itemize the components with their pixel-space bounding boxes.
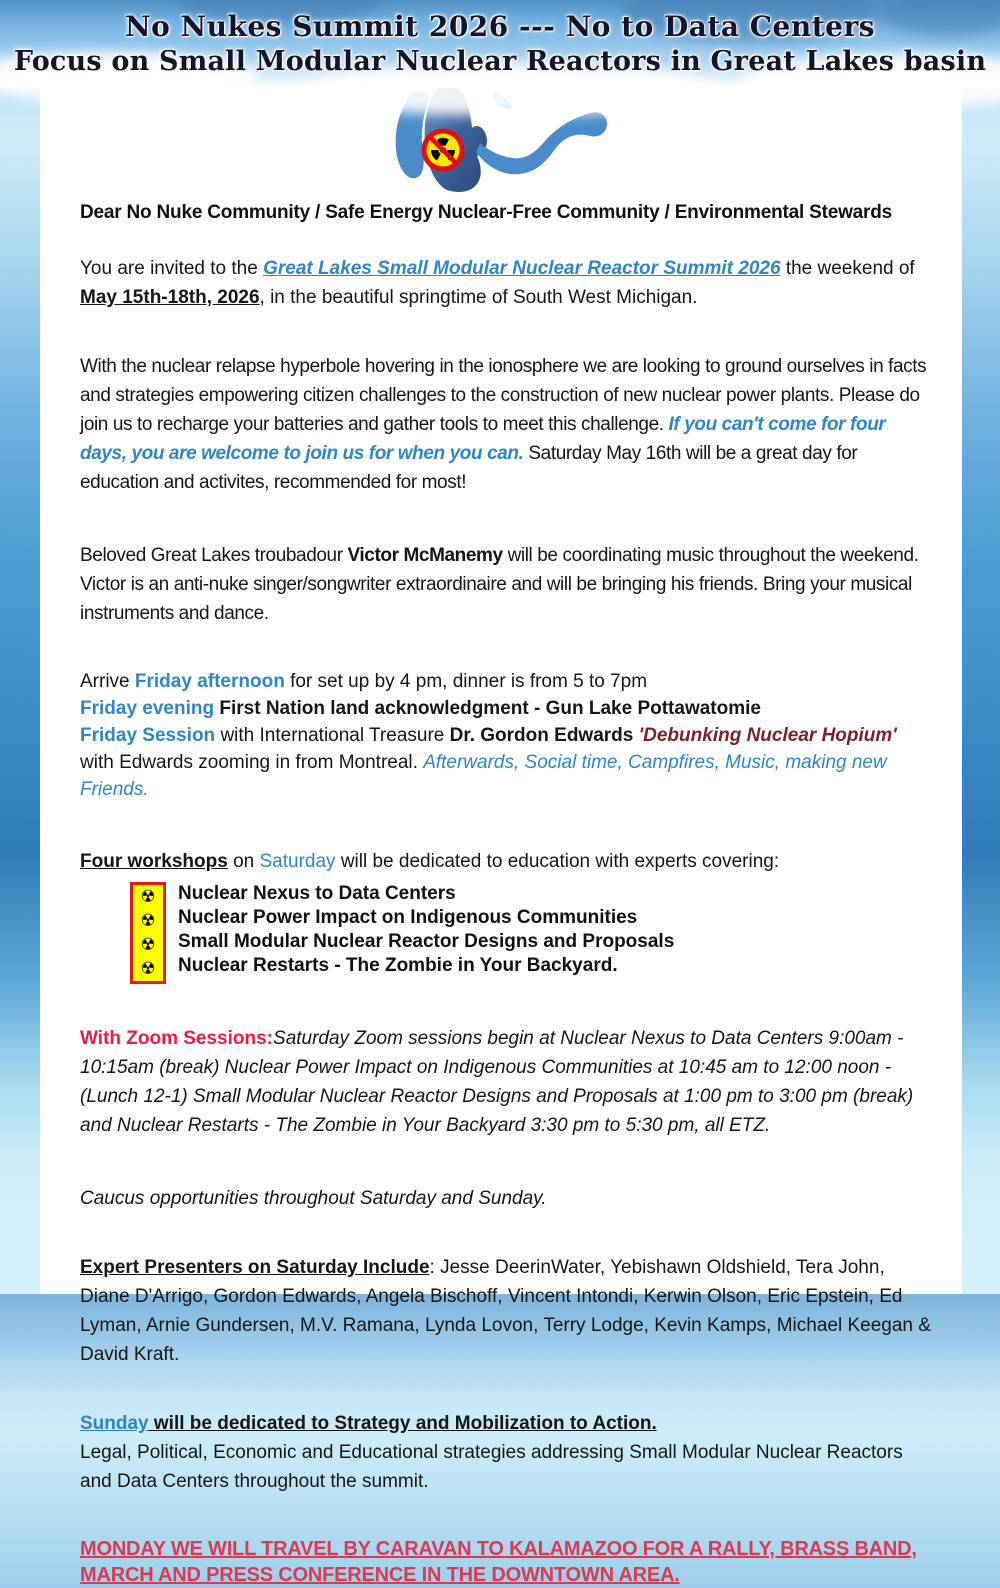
text-segment: will be dedicated to Strategy and Mobilization to Action.: [148, 1413, 657, 1434]
radiation-icon: ☢: [140, 887, 156, 907]
text-segment: Arrive: [80, 671, 135, 692]
workshop-item: Nuclear Restarts - The Zombie in Your Backyard.: [178, 955, 618, 976]
text-segment: Friday afternoon: [134, 671, 285, 692]
text-segment: will be dedicated to education with experts covering:: [335, 851, 780, 872]
grounding-paragraph: [80, 352, 932, 497]
sunday-body: [80, 1438, 932, 1496]
text-segment: Victor McManemy: [347, 545, 503, 566]
text-segment: Dr. Gordon Edwards: [449, 725, 634, 746]
summit-link[interactable]: Great Lakes Small Modular Nuclear Reactor Summit 2026: [263, 258, 781, 279]
text-segment: May 15th-18th, 2026: [80, 287, 260, 308]
text-segment: If you can't come for four days, you are welcome to join us for when you can.: [80, 414, 886, 464]
text-segment: , in the beautiful springtime of South West Michigan.: [259, 287, 698, 308]
text-segment: the weekend of: [780, 258, 915, 279]
zoom-sessions-paragraph: [80, 1024, 932, 1140]
salutation: Dear No Nuke Community / Safe Energy Nuclear-Free Community / Environmental Stewards: [80, 202, 893, 223]
workshop-item: Nuclear Nexus to Data Centers: [178, 883, 456, 904]
text-segment: for set up by 4 pm, dinner is from 5 to 7pm: [284, 671, 648, 692]
caucus-line: [80, 1184, 932, 1213]
text-segment: with Edwards zooming in from Montreal.: [80, 752, 424, 773]
experts-paragraph: [80, 1253, 932, 1369]
text-segment: : Jesse DeerinWater, Yebishawn Oldshield, Tera John, Diane D'Arrigo, Gordon Edwards, Angela Bischoff, Vincent Intondi, Kerwin Olson, Eric Epstein, Ed Lyman, Arnie Gundersen, M.V. Ramana, Lynda Lovon, Terry Lodge, Kevin Kamps, Michael Keegan & David Kraft.: [80, 1257, 931, 1365]
banner-title-line1: No Nukes Summit 2026 --- No to Data Centers: [125, 10, 875, 43]
radiation-bullet-strip: [130, 882, 166, 984]
text-segment: Beloved Great Lakes troubadour: [80, 545, 348, 566]
text-segment: Friday Session: [80, 725, 216, 746]
text-segment: With the nuclear relapse hyperbole hovering in the ionosphere we are looking to ground ourselves in facts and strategies empowering citizen challenges to the construction of new nuclear power plants. Please do join us to recharge your batteries and gather tools to meet this challenge.: [80, 356, 927, 435]
banner-title-line2: Focus on Small Modular Nuclear Reactors in Great Lakes basin: [13, 46, 987, 77]
workshop-list: [130, 882, 932, 984]
text-segment: Saturday Zoom sessions begin at Nuclear Nexus to Data Centers 9:00am - 10:15am (break) Nuclear Power Impact on Indigenous Communities at 10:45 am to 12:00 noon - (Lunch 12-1) Small Modular Nuclear Reactor Designs and Proposals at 1:00 pm to 3:00 pm (break) and Nuclear Restarts - The Zombie in Your Backyard 3:30 pm to 5:30 pm, all ETZ.: [80, 1028, 914, 1136]
workshop-item: Nuclear Power Impact on Indigenous Communities: [178, 907, 638, 928]
text-segment: Saturday: [259, 851, 336, 872]
workshop-items: [178, 882, 674, 984]
monday-announcement: [80, 1536, 932, 1588]
music-paragraph: [80, 541, 932, 628]
text-segment: with International Treasure: [215, 725, 450, 746]
workshop-item: Small Modular Nuclear Reactor Designs and Proposals: [178, 931, 675, 952]
text-segment: You are invited to the: [80, 258, 264, 279]
text-segment: on: [227, 851, 260, 872]
text-segment: MONDAY WE WILL TRAVEL BY CARAVAN TO KALAMAZOO FOR A RALLY, BRASS BAND, MARCH AND PRESS CONFERENCE IN THE DOWNTOWN AREA.: [80, 1538, 917, 1586]
text-segment: 'Debunking Nuclear Hopium': [638, 725, 897, 746]
workshops-intro: [80, 847, 932, 876]
sky-banner: [0, 0, 1000, 88]
lake-erie-ribbon-shape: [476, 112, 607, 174]
text-segment: With Zoom Sessions:: [80, 1028, 274, 1049]
schedule-block: [80, 668, 932, 803]
text-segment: First Nation land acknowledgment - Gun Lake Pottawatomie: [214, 698, 761, 719]
radiation-icon: ☢: [140, 959, 156, 979]
text-segment: Saturday May 16th will be a great day for education and activites, recommended for most!: [80, 443, 858, 493]
text-segment: will be coordinating music throughout the weekend. Victor is an anti-nuke singer/songwriter extraordinaire and will be bringing his friends. Bring your musical instruments and dance.: [80, 545, 919, 624]
text-segment: Caucus opportunities throughout Saturday and Sunday.: [80, 1188, 547, 1209]
text-segment: Expert Presenters on Saturday Include: [80, 1257, 430, 1278]
sunday-heading: [80, 1409, 932, 1438]
text-segment: Afterwards, Social time, Campfires, Music, making new Friends.: [80, 752, 887, 800]
radiation-icon: ☢: [140, 911, 156, 931]
invite-paragraph: [80, 254, 932, 312]
text-segment: Sunday: [80, 1413, 149, 1434]
text-segment: Legal, Political, Economic and Educational strategies addressing Small Modular Nuclear Reactors and Data Centers throughout the summit.: [80, 1442, 903, 1492]
no-nukes-icon: [424, 131, 462, 169]
text-segment: Friday evening: [80, 698, 215, 719]
text-segment: Four workshops: [80, 851, 228, 872]
letter-sheet: [40, 88, 962, 1586]
radiation-icon: ☢: [140, 935, 156, 955]
